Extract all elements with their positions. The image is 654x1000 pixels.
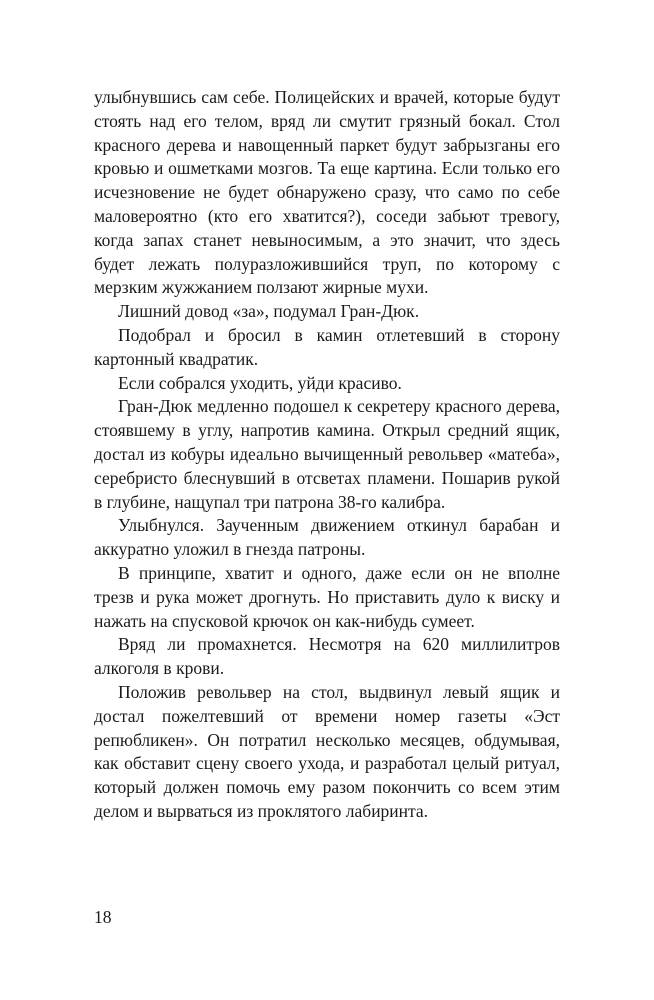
- paragraph: Вряд ли промахнется. Несмотря на 620 миллилитров алкоголя в крови.: [94, 634, 560, 679]
- paragraph-continued: улыбнувшись сам себе. Полицейских и врачей, которые будут стоять над его телом, вряд ли смутит грязный бокал. Стол красного дерева и навощенный паркет будут забрызганы его кровью и ошметками мозгов. Та еще картина. Если только его исчезновение не будет обнаружено сразу, что само по себе маловероятно (кто его хватится?), соседи забьют тревогу, когда запах станет невыносимым, а это значит, что здесь будет лежать полуразложившийся труп, по которому с мерзким жужжанием ползают жирные мухи.: [94, 87, 560, 298]
- page-body: [94, 86, 560, 824]
- paragraph: Улыбнулся. Заученным движением откинул барабан и аккуратно уложил в гнезда патроны.: [94, 515, 560, 560]
- paragraph: Лишний довод «за», подумал Гран-Дюк.: [118, 301, 420, 322]
- paragraph: Подобрал и бросил в камин отлетевший в сторону картонный квадратик.: [94, 324, 560, 369]
- paragraph: В принципе, хватит и одного, даже если он не вполне трезв и рука может дрогнуть. Но приставить дуло к виску и нажать на спусковой крючок он как-нибудь сумеет.: [94, 562, 560, 631]
- paragraph: Положив револьвер на стол, выдвинул левый ящик и достал пожелтевший от времени номер газеты «Эст репюбликен». Он потратил несколько месяцев, обдумывая, как обставит сцену своего ухода, и разработал целый ритуал, который должен помочь ему разом покончить со всем этим делом и вырваться из проклятого лабиринта.: [94, 681, 560, 821]
- paragraph: Гран-Дюк медленно подошел к секретеру красного дерева, стоявшему в углу, напротив камина. Открыл средний ящик, достал из кобуры идеально вычищенный револьвер «матеба», серебристо блеснувший в отсветах пламени. Пошарив рукой в глубине, нащупал три патрона 38-го калибра.: [94, 396, 560, 512]
- paragraph: Если собрался уходить, уйди красиво.: [118, 372, 402, 393]
- page-number: 18: [94, 907, 112, 927]
